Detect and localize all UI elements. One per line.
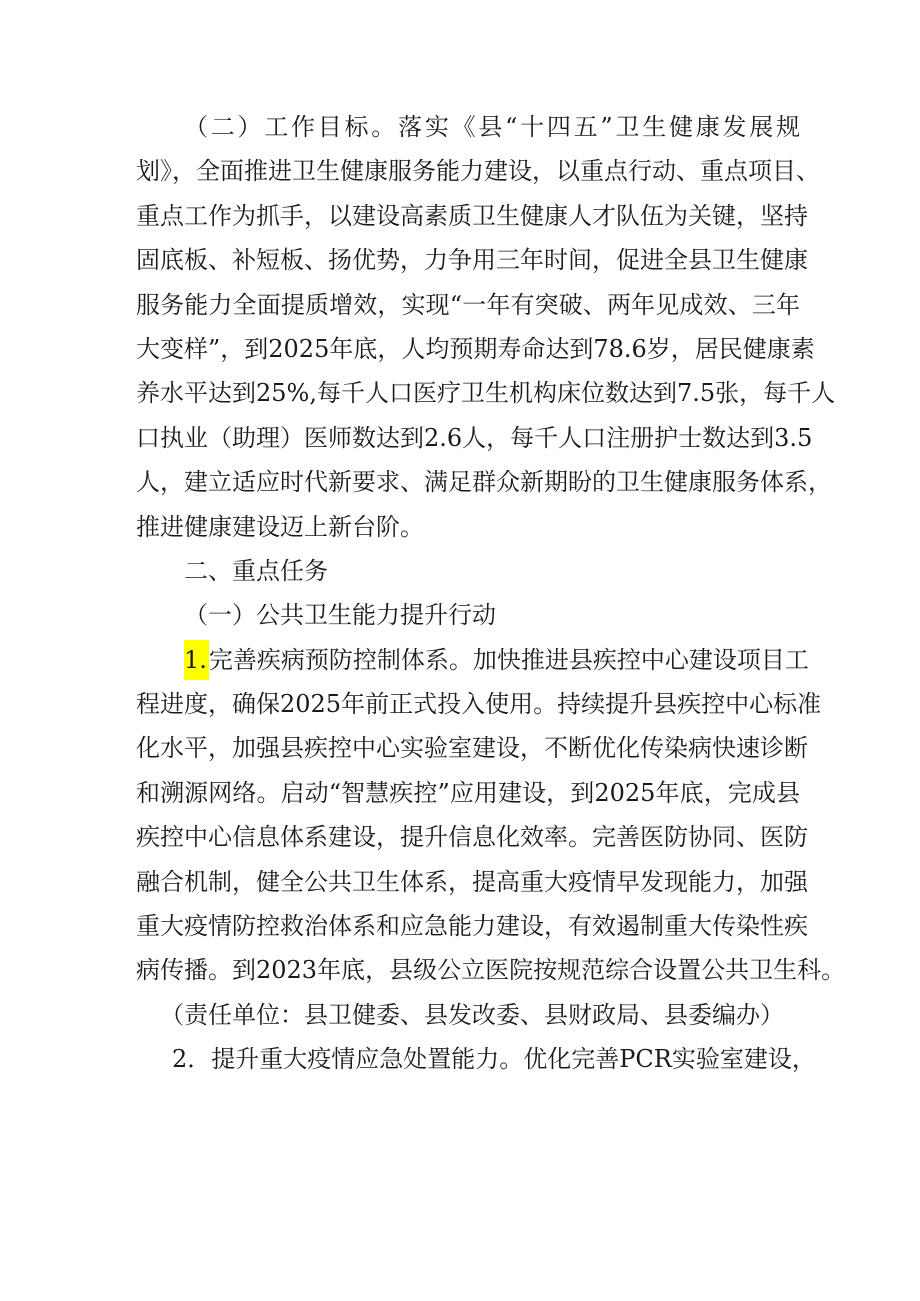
text-line: 固底板、补短板、扬优势，力争用三年时间，促进全县卫生健康 bbox=[136, 246, 808, 275]
item-1-first-line bbox=[136, 638, 809, 682]
responsibility-line: （责任单位：县卫健委、县发改委、县财政局、县委编办） bbox=[160, 1000, 784, 1029]
subsection-heading: （一）公共卫生能力提升行动 bbox=[184, 601, 496, 630]
highlighted-item-number: 1. bbox=[184, 640, 209, 680]
text-line: 重点工作为抓手，以建设高素质卫生健康人才队伍为关键，坚持 bbox=[136, 201, 808, 230]
text-line: 划》，全面推进卫生健康服务能力建设，以重点行动、重点项目、 bbox=[136, 157, 820, 186]
text-line: （二）工作目标。落实《县“十四五”卫生健康发展规 bbox=[184, 113, 800, 141]
item-2-first-line: 2．提升重大疫情应急处置能力。优化完善PCR实验室建设， bbox=[172, 1045, 816, 1074]
item-1-title-text: 完善疾病预防控制体系。加快推进县疾控中心建设项目工 bbox=[208, 645, 809, 674]
text-line: 服务能力全面提质增效，实现“一年有突破、两年见成效、三年 bbox=[136, 290, 800, 319]
section-heading: 二、重点任务 bbox=[184, 556, 328, 585]
text-line: 人，建立适应时代新要求、满足群众新期盼的卫生健康服务体系， bbox=[136, 468, 832, 497]
text-line: 程进度，确保2025年前正式投入使用。持续提升县疾控中心标准 bbox=[136, 690, 822, 719]
document-body bbox=[136, 105, 846, 1082]
text-line: 推进健康建设迈上新台阶。 bbox=[136, 512, 424, 541]
text-line: 融合机制，健全公共卫生体系，提高重大疫情早发现能力，加强 bbox=[136, 867, 808, 896]
text-line: 大变样”，到2025年底，人均预期寿命达到78.6岁，居民健康素 bbox=[136, 334, 815, 363]
text-line: 口执业（助理）医师数达到2.6人，每千人口注册护士数达到3.5 bbox=[136, 423, 813, 452]
text-line: 疾控中心信息体系建设，提升信息化效率。完善医防协同、医防 bbox=[136, 823, 808, 852]
text-line: 化水平，加强县疾控中心实验室建设，不断优化传染病快速诊断 bbox=[136, 734, 808, 763]
text-line: 养水平达到25%,每千人口医疗卫生机构床位数达到7.5张，每千人 bbox=[136, 379, 836, 408]
text-line: 和溯源网络。启动“智慧疾控”应用建设，到2025年底，完成县 bbox=[136, 778, 800, 807]
text-line: 病传播。到2023年底，县级公立医院按规范综合设置公共卫生科。 bbox=[136, 956, 846, 985]
text-line: 重大疫情防控救治体系和应急能力建设，有效遏制重大传染性疾 bbox=[136, 912, 808, 941]
